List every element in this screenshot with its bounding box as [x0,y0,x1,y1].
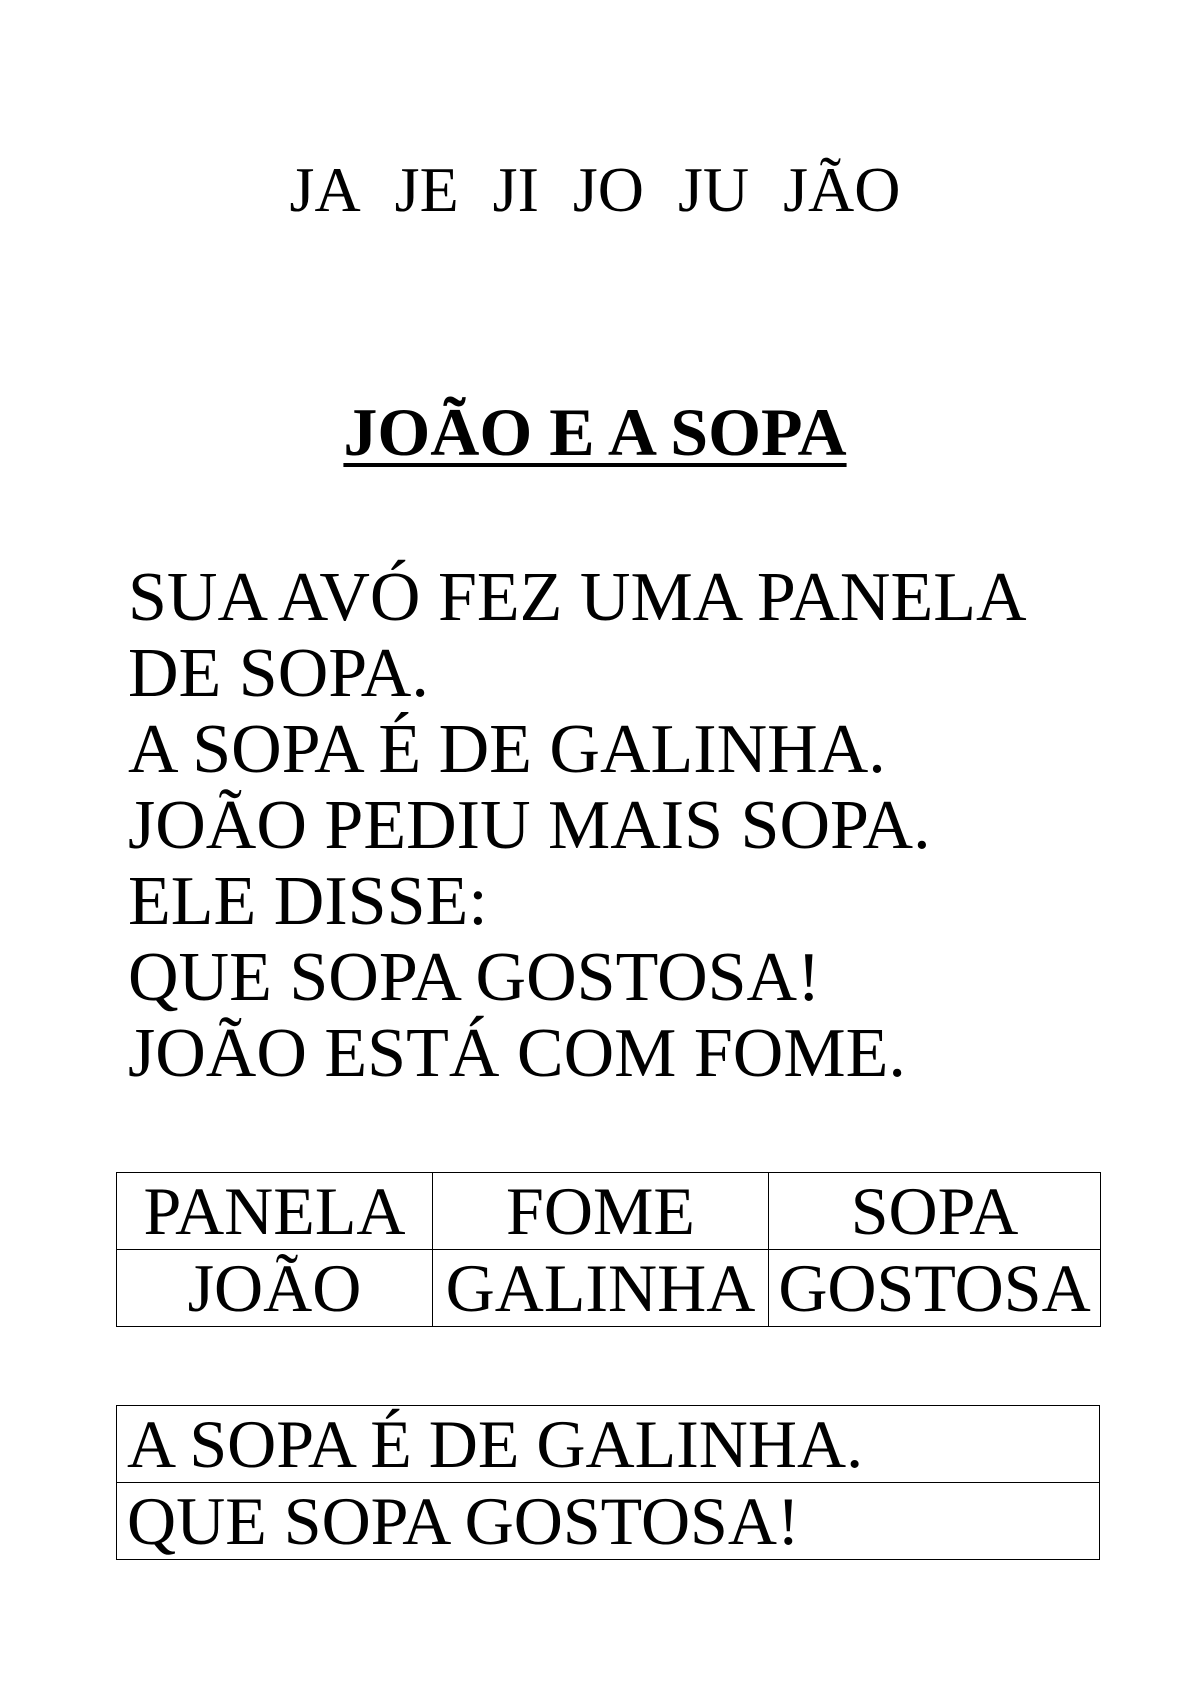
story-line: DE SOPA. [128,635,429,712]
story-line: ELE DISSE: [128,863,488,940]
word-cell: FOME [433,1173,769,1250]
word-cell: GOSTOSA [769,1250,1101,1327]
sentence-cell: A SOPA É DE GALINHA. [117,1406,1100,1483]
word-cell: PANELA [117,1173,433,1250]
story-title: JOÃO E A SOPA [343,394,847,470]
syllable: JE [394,154,459,225]
story-title-container [0,390,1190,474]
story-line: JOÃO ESTÁ COM FOME. [128,1015,906,1092]
table-row [117,1483,1100,1560]
word-cell: SOPA [769,1173,1101,1250]
syllable: JÃO [783,154,901,225]
table-row [117,1406,1100,1483]
syllable-row [0,150,1190,230]
table-row [117,1250,1101,1327]
syllable: JA [289,154,361,225]
syllable: JO [572,154,644,225]
word-cell: GALINHA [433,1250,769,1327]
syllable: JI [492,154,539,225]
sentence-cell: QUE SOPA GOSTOSA! [117,1483,1100,1560]
table-row [117,1173,1101,1250]
story-line: JOÃO PEDIU MAIS SOPA. [128,787,931,864]
story-text [128,560,1128,1092]
story-line: QUE SOPA GOSTOSA! [128,939,821,1016]
word-table [116,1172,1101,1327]
story-line: SUA AVÓ FEZ UMA PANELA [128,559,1027,636]
syllable: JU [678,154,750,225]
sentence-table [116,1405,1100,1560]
word-cell: JOÃO [117,1250,433,1327]
story-line: A SOPA É DE GALINHA. [128,711,886,788]
